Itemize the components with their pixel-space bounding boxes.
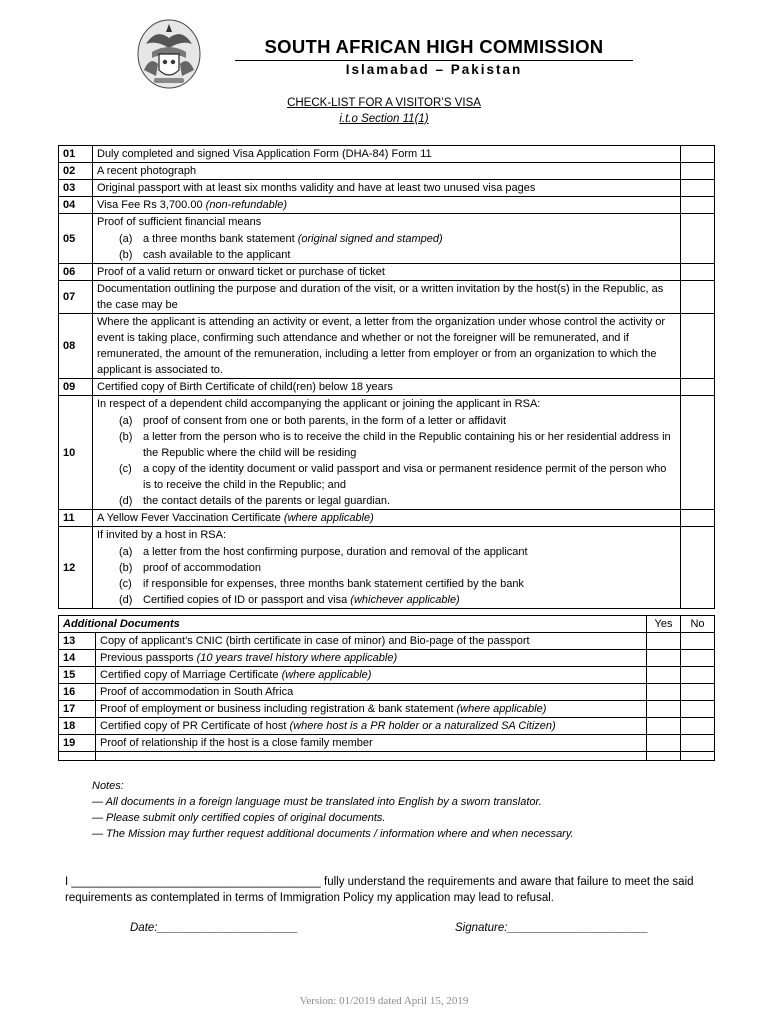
sub-item-note: (original signed and stamped) xyxy=(297,233,443,245)
requirement-text: Proof of sufficient financial means xyxy=(97,216,262,228)
table-row xyxy=(59,281,715,314)
declaration-text: I _______________________________________ fully understand the requirements and aware that failure to meet the said requirements as contemplated in terms of Immigration Policy my application may lead to refusal. xyxy=(65,876,694,904)
table-row xyxy=(59,214,715,264)
organization-location: Islamabad – Pakistan xyxy=(345,62,523,77)
yes-checkbox-cell[interactable] xyxy=(647,633,681,650)
document-cell xyxy=(96,701,647,718)
checkbox-cell[interactable] xyxy=(681,510,715,527)
checkbox-cell[interactable] xyxy=(681,527,715,609)
row-number: 13 xyxy=(59,633,96,650)
document-note: (where applicable) xyxy=(281,669,372,681)
note-item: — All documents in a foreign language must be translated into English by a sworn translator. xyxy=(92,796,542,808)
table-row xyxy=(59,684,715,701)
date-field[interactable]: Date:______________________ xyxy=(130,922,299,934)
no-checkbox-cell[interactable] xyxy=(681,701,715,718)
notes-heading: Notes: xyxy=(92,780,124,792)
sub-item xyxy=(97,413,676,429)
document-text: Previous passports xyxy=(100,652,194,664)
no-checkbox-cell[interactable] xyxy=(681,633,715,650)
table-row xyxy=(59,146,715,163)
table-row xyxy=(59,510,715,527)
organization-name: SOUTH AFRICAN HIGH COMMISSION xyxy=(264,36,604,57)
no-column-header: No xyxy=(681,616,715,633)
sub-item-letter: (b) xyxy=(119,249,133,261)
requirement-text: Visa Fee Rs 3,700.00 xyxy=(97,199,203,211)
version-footer: Version: 01/2019 dated April 15, 2019 xyxy=(299,995,469,1007)
requirement-cell xyxy=(93,214,681,264)
sub-item-text: proof of accommodation xyxy=(143,562,262,574)
document-cell xyxy=(96,667,647,684)
no-checkbox-cell[interactable] xyxy=(681,650,715,667)
table-row xyxy=(59,735,715,752)
note-item: — The Mission may further request additional documents / information where and when necessary. xyxy=(92,828,574,840)
signature-field[interactable]: Signature:______________________ xyxy=(455,922,649,934)
requirement-text: In respect of a dependent child accompanying the applicant or joining the applicant in RSA: xyxy=(97,398,541,410)
sub-item xyxy=(97,247,676,263)
notes-section xyxy=(92,778,574,842)
document-note: (where host is a PR holder or a naturalized SA Citizen) xyxy=(289,720,556,732)
yes-checkbox-cell[interactable] xyxy=(647,684,681,701)
checkbox-cell[interactable] xyxy=(681,163,715,180)
document-note: (where applicable) xyxy=(456,703,547,715)
table-row xyxy=(59,197,715,214)
row-number: 12 xyxy=(59,527,93,609)
document-cell xyxy=(96,650,647,667)
sub-item xyxy=(97,231,676,247)
sub-item-text: a three months bank statement xyxy=(143,233,295,245)
requirement-text: A recent photograph xyxy=(93,163,681,180)
sub-item xyxy=(97,544,676,560)
checkbox-cell[interactable] xyxy=(681,180,715,197)
sub-item-letter: (d) xyxy=(119,594,133,606)
row-number: 03 xyxy=(59,180,93,197)
row-number: 14 xyxy=(59,650,96,667)
table-row xyxy=(59,527,715,609)
sub-item-letter: (d) xyxy=(119,495,133,507)
sub-item xyxy=(97,560,676,576)
table-row-blank xyxy=(59,752,715,761)
document-text: Proof of relationship if the host is a close family member xyxy=(96,735,647,752)
row-number: 11 xyxy=(59,510,93,527)
note-item: — Please submit only certified copies of original documents. xyxy=(92,812,386,824)
additional-header-row xyxy=(59,616,715,633)
checkbox-cell[interactable] xyxy=(681,146,715,163)
additional-documents-heading: Additional Documents xyxy=(59,616,647,633)
no-checkbox-cell[interactable] xyxy=(681,684,715,701)
table-row xyxy=(59,701,715,718)
checklist-title: CHECK-LIST FOR A VISITOR’S VISA xyxy=(287,97,481,109)
sub-item xyxy=(97,493,676,509)
requirement-cell xyxy=(93,510,681,527)
row-number: 09 xyxy=(59,379,93,396)
requirement-cell xyxy=(93,527,681,609)
checklist-subtitle: i.t.o Section 11(1) xyxy=(339,113,429,125)
yes-checkbox-cell[interactable] xyxy=(647,667,681,684)
sub-item-letter: (a) xyxy=(119,546,133,558)
row-number: 17 xyxy=(59,701,96,718)
row-number: 08 xyxy=(59,314,93,379)
yes-column-header: Yes xyxy=(647,616,681,633)
sub-item-letter: (a) xyxy=(119,415,133,427)
requirement-text: A Yellow Fever Vaccination Certificate xyxy=(97,512,281,524)
no-checkbox-cell[interactable] xyxy=(681,718,715,735)
document-cell xyxy=(96,718,647,735)
sub-item-letter: (a) xyxy=(119,233,133,245)
row-number: 04 xyxy=(59,197,93,214)
sub-item-text: a letter from the host confirming purpose, duration and removal of the applicant xyxy=(143,546,528,558)
additional-documents-table xyxy=(58,615,715,761)
header-rule xyxy=(235,60,633,61)
requirement-text: Where the applicant is attending an activity or event, a letter from the organization under whose control the activity or event is taking place, confirming such attendance and whether or not the foreigner will be remunerated, and if remunerated, the amount of the remuneration, including a letter from employer or from an organization to which the applicant is associated to. xyxy=(93,314,681,379)
sub-item xyxy=(97,576,676,592)
requirement-text: Duly completed and signed Visa Application Form (DHA-84) Form 11 xyxy=(93,146,681,163)
no-checkbox-cell[interactable] xyxy=(681,735,715,752)
row-number: 01 xyxy=(59,146,93,163)
sub-item-text: a letter from the person who is to receive the child in the Republic containing his or her residential address in the Republic where the child will be residing xyxy=(143,431,671,459)
coat-of-arms-emblem xyxy=(136,18,202,90)
table-row xyxy=(59,163,715,180)
checkbox-cell[interactable] xyxy=(681,379,715,396)
table-row xyxy=(59,650,715,667)
row-number: 10 xyxy=(59,396,93,510)
requirement-cell xyxy=(93,197,681,214)
table-row xyxy=(59,633,715,650)
table-row xyxy=(59,314,715,379)
checkbox-cell[interactable] xyxy=(681,281,715,314)
yes-checkbox-cell[interactable] xyxy=(647,701,681,718)
requirement-text: Original passport with at least six months validity and have at least two unused visa pages xyxy=(93,180,681,197)
requirement-text: Documentation outlining the purpose and duration of the visit, or a written invitation by the host(s) in the Republic, as the case may be xyxy=(93,281,681,314)
checkbox-cell[interactable] xyxy=(681,214,715,264)
requirement-cell xyxy=(93,396,681,510)
table-row xyxy=(59,180,715,197)
row-number: 15 xyxy=(59,667,96,684)
sub-item-note: (whichever applicable) xyxy=(350,594,460,606)
table-row xyxy=(59,379,715,396)
sub-item-text: if responsible for expenses, three months bank statement certified by the bank xyxy=(143,578,524,590)
yes-checkbox-cell[interactable] xyxy=(647,650,681,667)
document-text: Copy of applicant’s CNIC (birth certificate in case of minor) and Bio-page of the passport xyxy=(96,633,647,650)
sub-item-letter: (c) xyxy=(119,463,132,475)
checkbox-cell[interactable] xyxy=(681,314,715,379)
table-row xyxy=(59,718,715,735)
sub-item xyxy=(97,429,676,461)
requirement-text: If invited by a host in RSA: xyxy=(97,529,227,541)
row-number: 19 xyxy=(59,735,96,752)
sub-item-letter: (b) xyxy=(119,431,133,443)
document-text: Proof of employment or business including registration & bank statement xyxy=(100,703,454,715)
requirement-text: Certified copy of Birth Certificate of child(ren) below 18 years xyxy=(93,379,681,396)
row-number: 18 xyxy=(59,718,96,735)
row-number: 16 xyxy=(59,684,96,701)
yes-checkbox-cell[interactable] xyxy=(647,718,681,735)
sub-item-text: Certified copies of ID or passport and visa xyxy=(143,594,348,606)
sub-item-text: cash available to the applicant xyxy=(143,249,291,261)
row-number: 02 xyxy=(59,163,93,180)
sub-item xyxy=(97,592,676,608)
sub-item-letter: (b) xyxy=(119,562,133,574)
sub-item xyxy=(97,461,676,493)
checklist-table xyxy=(58,145,715,609)
sub-item-text: proof of consent from one or both parents, in the form of a letter or affidavit xyxy=(143,415,506,427)
sub-item-letter: (c) xyxy=(119,578,132,590)
sub-item-text: the contact details of the parents or legal guardian. xyxy=(143,495,391,507)
document-text: Proof of accommodation in South Africa xyxy=(96,684,647,701)
sub-item-text: a copy of the identity document or valid passport and visa or permanent residence permit of the person who is to receive the child in the Republic; and xyxy=(143,463,667,491)
row-number: 06 xyxy=(59,264,93,281)
checkbox-cell[interactable] xyxy=(681,264,715,281)
checkbox-cell[interactable] xyxy=(681,396,715,510)
table-row xyxy=(59,264,715,281)
document-note: (10 years travel history where applicable) xyxy=(196,652,398,664)
requirement-text: Proof of a valid return or onward ticket or purchase of ticket xyxy=(93,264,681,281)
row-number: 05 xyxy=(59,214,93,264)
document-text: Certified copy of Marriage Certificate xyxy=(100,669,279,681)
requirement-note: (where applicable) xyxy=(283,512,374,524)
row-number: 07 xyxy=(59,281,93,314)
no-checkbox-cell[interactable] xyxy=(681,667,715,684)
document-text: Certified copy of PR Certificate of host xyxy=(100,720,287,732)
requirement-note: (non-refundable) xyxy=(205,199,287,211)
checkbox-cell[interactable] xyxy=(681,197,715,214)
yes-checkbox-cell[interactable] xyxy=(647,735,681,752)
table-row xyxy=(59,396,715,510)
table-row xyxy=(59,667,715,684)
